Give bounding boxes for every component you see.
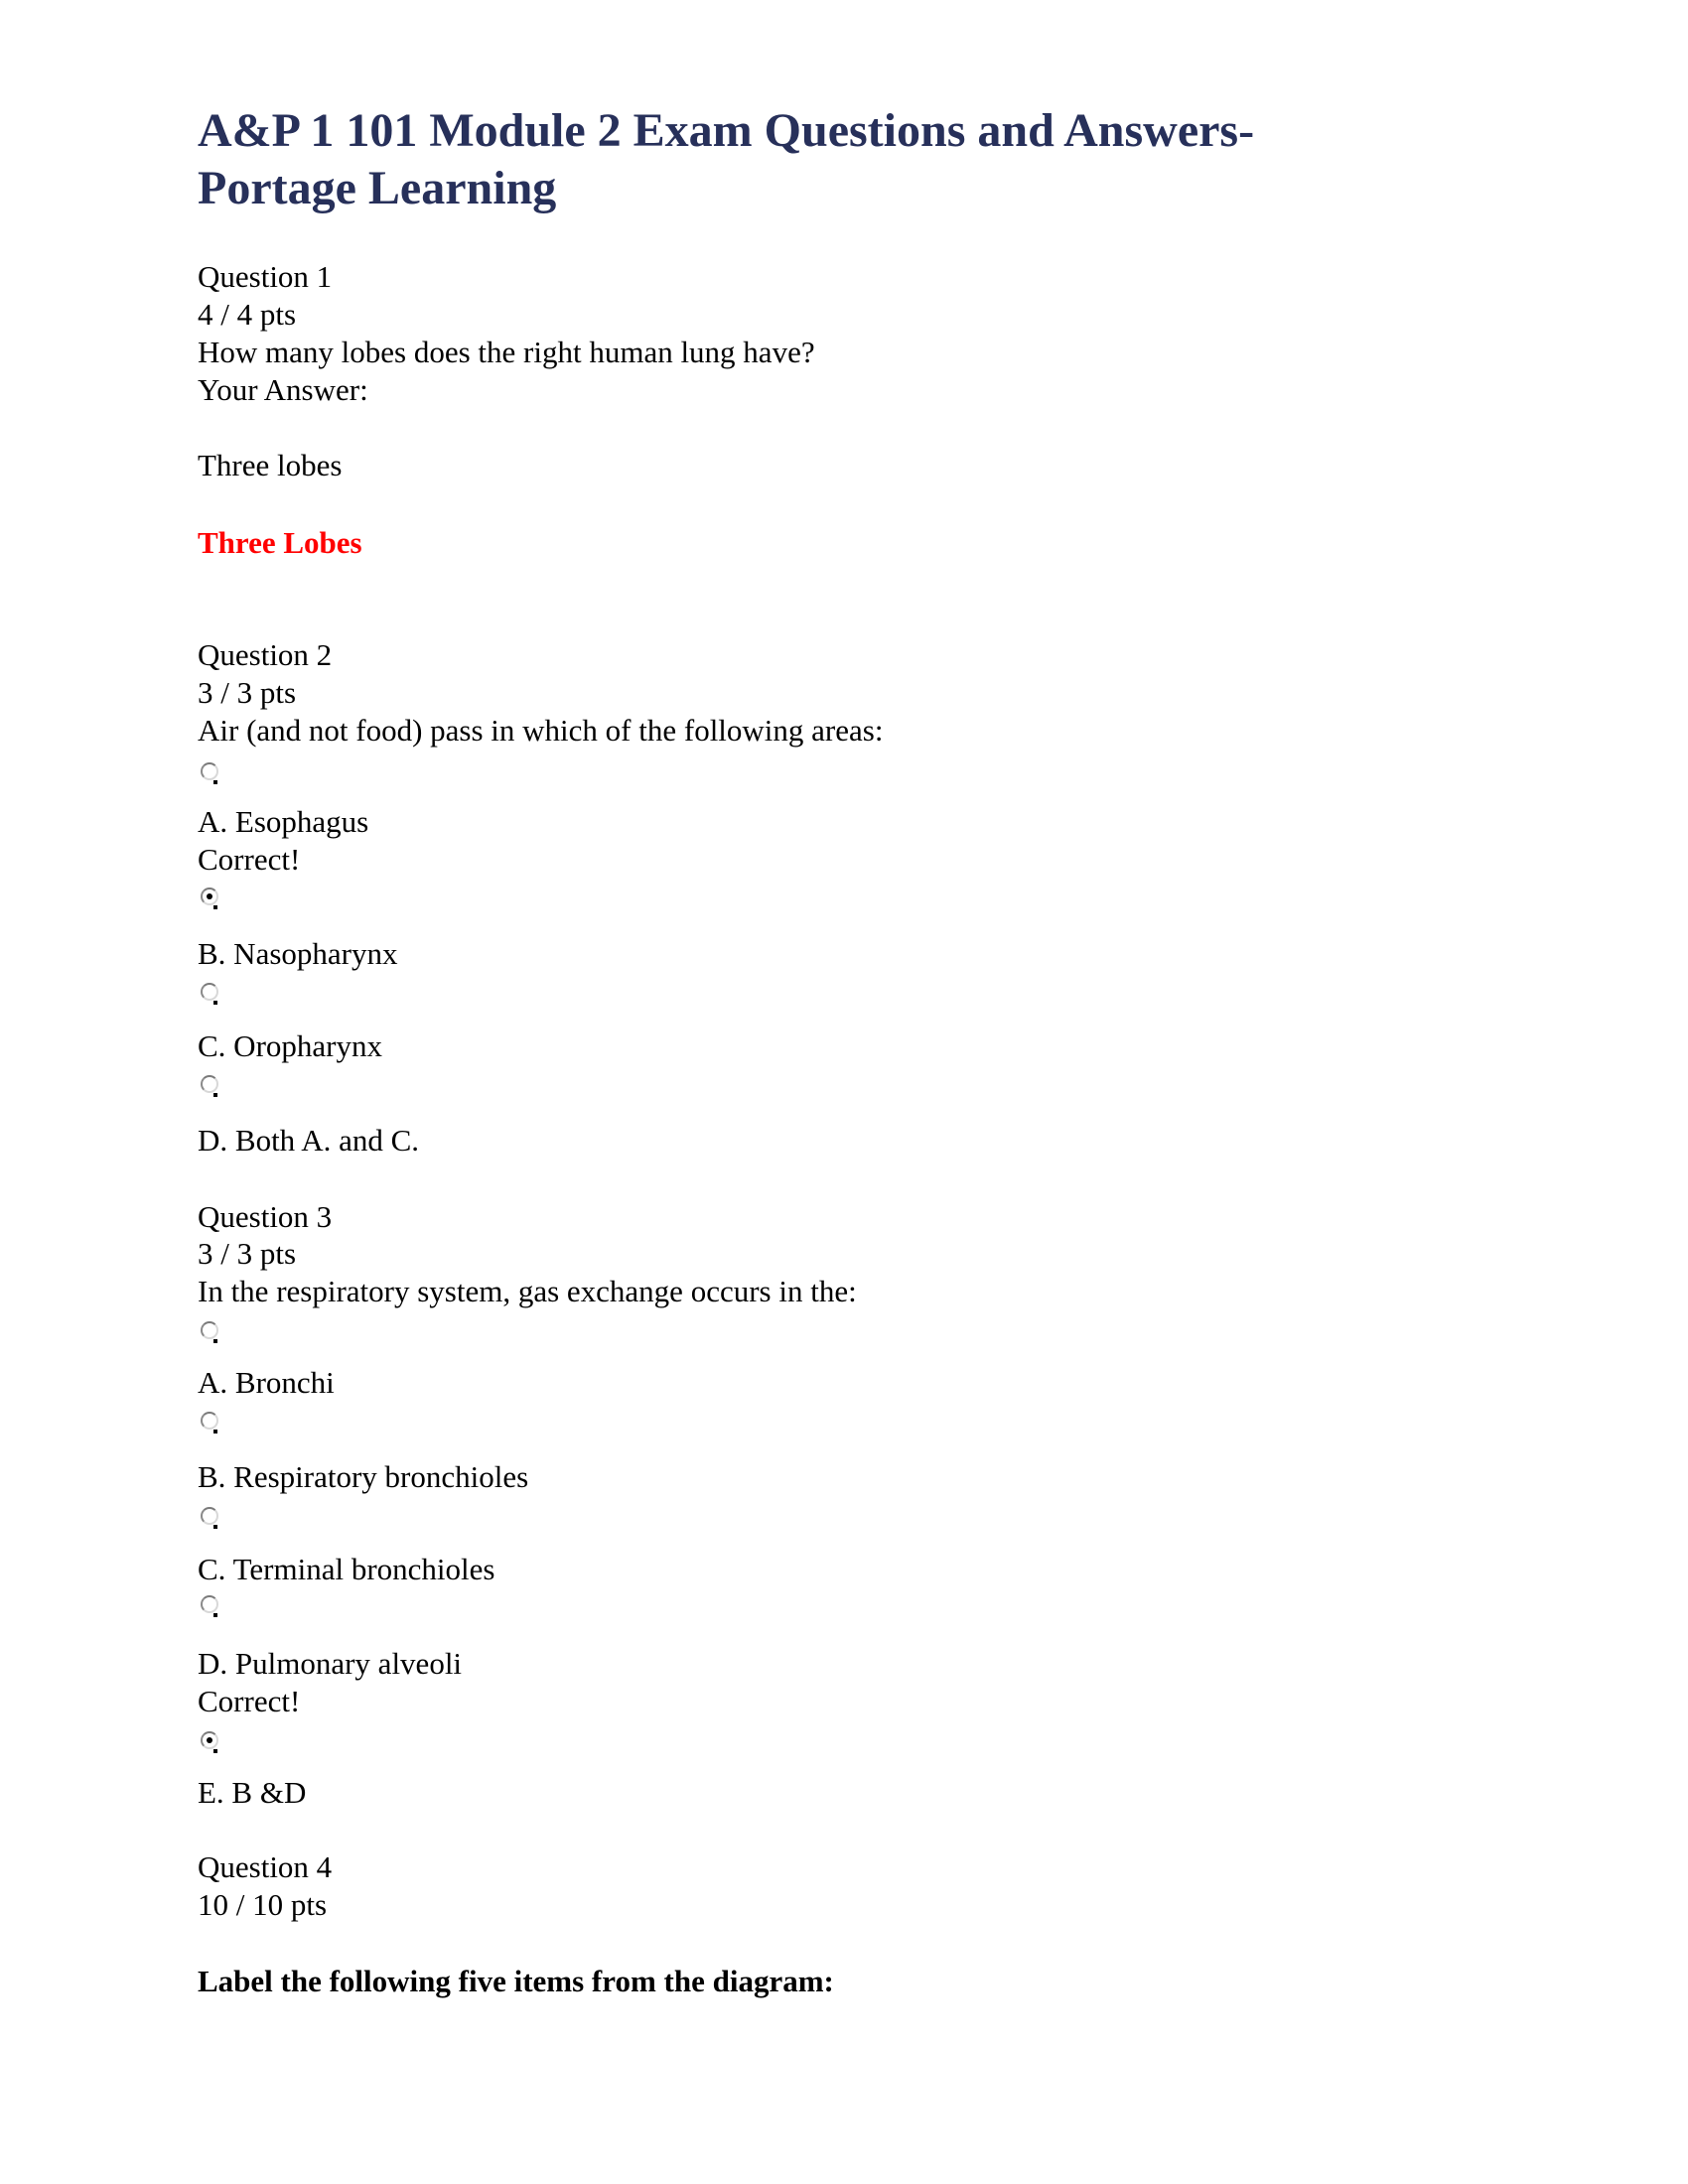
radio-option-a-icon[interactable] — [201, 762, 222, 786]
radio-option-d-icon[interactable] — [201, 1075, 222, 1099]
question-points: 4 / 4 pts — [198, 297, 297, 332]
radio-option-a-icon[interactable] — [201, 1321, 222, 1345]
radio-option-b-selected-icon[interactable] — [201, 887, 222, 911]
question-points: 3 / 3 pts — [198, 1236, 297, 1271]
question-label: Question 3 — [198, 1199, 333, 1234]
question-label: Question 4 — [198, 1849, 333, 1884]
option-b: B. Nasopharynx — [198, 936, 398, 971]
your-answer-value: Three lobes — [198, 448, 343, 482]
radio-option-b-icon[interactable] — [201, 1412, 222, 1435]
question-prompt: Label the following five items from the diagram: — [198, 1964, 834, 1998]
question-label: Question 1 — [198, 259, 333, 294]
document-title-line-1: A&P 1 101 Module 2 Exam Questions and Answers- — [198, 104, 1255, 157]
option-a: A. Bronchi — [198, 1365, 335, 1400]
radio-option-c-icon[interactable] — [201, 983, 222, 1007]
option-c: C. Oropharynx — [198, 1028, 382, 1063]
option-d: D. Both A. and C. — [198, 1123, 420, 1158]
question-prompt: In the respiratory system, gas exchange occurs in the: — [198, 1274, 857, 1308]
document-title-line-2: Portage Learning — [198, 162, 557, 214]
option-b: B. Respiratory bronchioles — [198, 1459, 529, 1494]
correct-answer: Three Lobes — [198, 525, 362, 560]
your-answer-label: Your Answer: — [198, 372, 368, 407]
option-a: A. Esophagus — [198, 804, 369, 839]
correct-marker: Correct! — [198, 1684, 301, 1718]
correct-marker: Correct! — [198, 842, 301, 877]
option-e: E. B &D — [198, 1775, 307, 1810]
question-points: 10 / 10 pts — [198, 1887, 328, 1922]
question-prompt: How many lobes does the right human lung have? — [198, 335, 815, 369]
option-c: C. Terminal bronchioles — [198, 1552, 495, 1586]
radio-option-e-selected-icon[interactable] — [201, 1731, 222, 1755]
radio-option-c-icon[interactable] — [201, 1507, 222, 1531]
question-prompt: Air (and not food) pass in which of the following areas: — [198, 713, 884, 748]
question-label: Question 2 — [198, 637, 333, 672]
radio-option-d-icon[interactable] — [201, 1595, 222, 1619]
option-d: D. Pulmonary alveoli — [198, 1646, 463, 1681]
question-points: 3 / 3 pts — [198, 675, 297, 710]
